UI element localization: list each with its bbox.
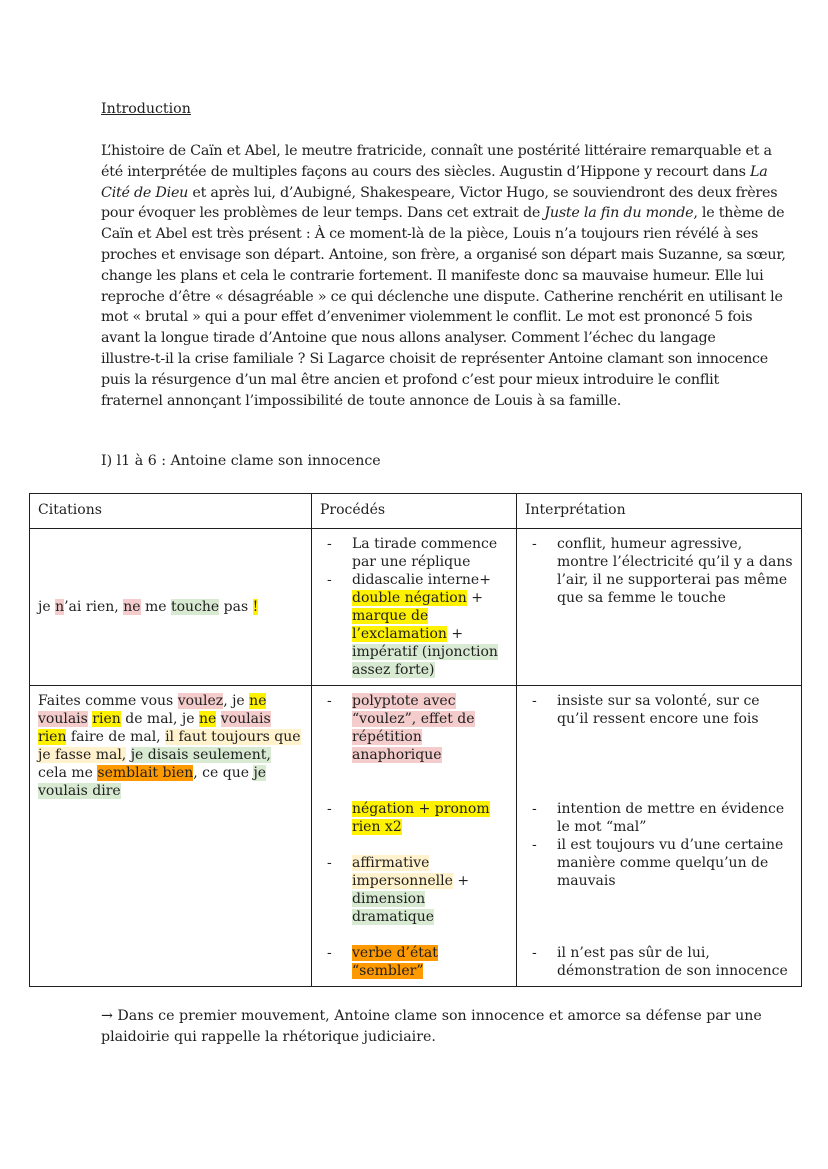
list-item: - affirmative impersonnelle + dimension dramatique: [320, 854, 508, 926]
intro-heading: Introduction: [101, 101, 191, 117]
intro-line: été interprétée de multiples façons au cours des siècles. Augustin d’Hippone y recourt dans La: [101, 163, 768, 180]
interpretation-cell: [517, 529, 802, 686]
conclusion-line: plaidoirie qui rappelle la rhétorique judiciaire.: [101, 1028, 436, 1045]
list-item: - conflit, humeur agressive, montre l’électricité qu’il y a dans l’air, il ne supporterai pas même que sa femme le touche: [525, 535, 793, 607]
intro-line: mot « brutal » qui a pour effet d’envenimer violemment le conflit. Le mot est prononcé 5 fois: [101, 309, 753, 326]
list-item: - verbe d’état “sembler”: [320, 944, 508, 980]
conclusion-line: → Dans ce premier mouvement, Antoine clame son innocence et amorce sa défense par une: [101, 1008, 762, 1024]
section-heading: I) l1 à 6 : Antoine clame son innocence: [101, 453, 381, 469]
header-citations: Citations: [30, 494, 312, 529]
intro-line: proches et envisage son départ. Antoine, son frère, a organisé son départ mais Suzanne, sa sœur,: [101, 246, 786, 263]
list-item: - didascalie interne+ double négation + marque de l’exclamation + impératif (injonction assez forte): [320, 571, 508, 679]
intro-line: Caïn et Abel est très présent : À ce moment-là de la pièce, Louis n’a toujours rien révélé à ses: [101, 226, 759, 243]
devices-cell: [312, 686, 517, 987]
list-item: - insiste sur sa volonté, sur ce qu’il ressent encore une fois: [525, 692, 793, 728]
work-title: La: [750, 163, 768, 180]
analysis-table: [29, 493, 802, 987]
interpretation-cell: [517, 686, 802, 987]
list-item: - La tirade commence par une réplique: [320, 535, 508, 571]
list-item: - il n’est pas sûr de lui, démonstration de son innocence: [525, 944, 793, 980]
table-row: [30, 686, 802, 987]
list-item: - négation + pronom rien x2: [320, 800, 508, 836]
list-item: - intention de mettre en évidence le mot “mal”: [525, 800, 793, 836]
intro-line: reproche d’être « désagréable » ce qui déclenche une dispute. Catherine renchérit en utilisant le: [101, 288, 783, 305]
header-procedes: Procédés: [312, 494, 517, 529]
intro-line: L’histoire de Caïn et Abel, le meutre fratricide, connaît une postérité littéraire remarquable et a: [101, 143, 772, 159]
intro-line: pour évoquer les problèmes de leur temps. Dans cet extrait de Juste la fin du monde, le thème de: [101, 205, 785, 222]
list-item: - polyptote avec “voulez”, effet de répétition anaphorique: [320, 692, 508, 764]
intro-line: fraternel annonçant l’impossibilité de toute annonce de Louis à sa famille.: [101, 392, 622, 409]
intro-line: avant la longue tirade d’Antoine que nous allons analyser. Comment l’échec du langage: [101, 330, 716, 347]
citation-cell: Faites comme vous voulez, je ne voulais rien de mal, je ne voulais rien faire de mal, il faut toujours que je fasse mal, je disais seulement, cela me semblait bien, ce que je voulais dire: [30, 686, 312, 987]
devices-cell: [312, 529, 517, 686]
header-interpretation: Interprétation: [517, 494, 802, 529]
list-item: - il est toujours vu d’une certaine manière comme quelqu’un de mauvais: [525, 836, 793, 890]
work-title: Cité de Dieu: [101, 184, 189, 201]
work-title: Juste la fin du monde: [544, 205, 694, 222]
intro-line: illustre-t-il la crise familiale ? Si Lagarce choisit de représenter Antoine clamant son innocence: [101, 350, 769, 367]
intro-paragraph: [101, 141, 786, 411]
table-header-row: [30, 494, 802, 529]
conclusion-paragraph: [101, 1006, 762, 1048]
intro-line: puis la résurgence d’un mal être ancien et profond c’est pour mieux introduire le conflit: [101, 371, 719, 388]
citation-cell: je n’ai rien, ne me touche pas !: [30, 529, 312, 686]
intro-line: change les plans et cela le contrarie fortement. Il manifeste donc sa mauvaise humeur. Elle lui: [101, 267, 764, 284]
table-row: [30, 529, 802, 686]
intro-line: Cité de Dieu et après lui, d’Aubigné, Shakespeare, Victor Hugo, se souviendront des deux frères: [101, 184, 778, 201]
